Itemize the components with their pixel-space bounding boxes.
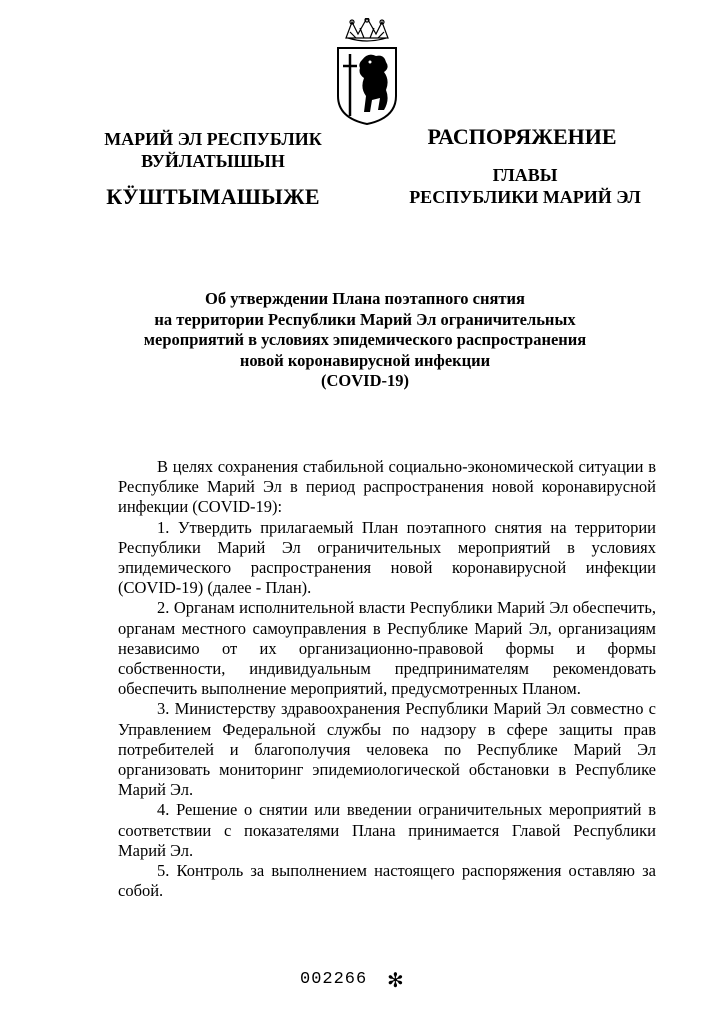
- document-body: [118, 457, 656, 901]
- issuer-line-1: МАРИЙ ЭЛ РЕСПУБЛИК: [104, 129, 322, 149]
- clause-5-paragraph: 5. Контроль за выполнением настоящего распоряжения оставляю за собой.: [118, 861, 656, 901]
- issuer-russian-line-2: РЕСПУБЛИКИ МАРИЙ ЭЛ: [409, 187, 641, 207]
- doc-type-russian: РАСПОРЯЖЕНИЕ: [427, 124, 617, 149]
- issuer-line-2: ВУЙЛАТЫШЫН: [141, 151, 285, 171]
- issuer-russian-line-1: ГЛАВЫ: [492, 165, 558, 185]
- clause-3-paragraph: 3. Министерству здравоохранения Республики Марий Эл совместно с Управлением Федеральной службы по надзору в сфере защиты прав потребителей и благополучия человека по Республике Марий Эл организовать мониторинг эпидемиологической обстановки в Республике Марий Эл.: [118, 699, 656, 800]
- title-line: мероприятий в условиях эпидемического распространения: [143, 330, 587, 349]
- clause-1-paragraph: 1. Утвердить прилагаемый План поэтапного снятия на территории Республики Марий Эл ограничительных мероприятий в условиях эпидемического распространения новой коронавирусной инфекции (COVID-19) (далее - План).: [118, 517, 656, 598]
- title-line: новой коронавирусной инфекции: [239, 350, 491, 370]
- clause-2-paragraph: 2. Органам исполнительной власти Республики Марий Эл обеспечить, органам местного самоуправления в Республике Марий Эл, организациям независимо от их организационно-правовой формы и формы собственности, индивидуальным предпринимателям рекомендовать обеспечить выполнение мероприятий, предусмотренных Планом.: [118, 598, 656, 699]
- asterisk-mark-icon: ✻: [387, 970, 404, 992]
- issuer-name-russian: [380, 164, 670, 208]
- serial-number: 002266: [300, 970, 368, 989]
- title-line: Об утверждении Плана поэтапного снятия: [205, 289, 525, 308]
- title-line: (COVID-19): [321, 371, 409, 390]
- issuer-name-mari: [88, 128, 338, 208]
- doc-type-mari: КӰШТЫМАШЫЖЕ: [106, 184, 320, 209]
- clause-4-paragraph: 4. Решение о снятии или введении ограничительных мероприятий в соответствии с показателями Плана принимается Главой Республики Марий Эл.: [118, 800, 656, 860]
- title-line: на территории Республики Марий Эл ограничительных: [154, 309, 576, 329]
- document-title: [120, 289, 610, 392]
- preamble-paragraph: В целях сохранения стабильной социально-экономической ситуации в Республике Марий Эл в период распространения новой коронавирусной инфекции (COVID-19):: [118, 457, 656, 517]
- coat-of-arms-icon: [334, 18, 400, 126]
